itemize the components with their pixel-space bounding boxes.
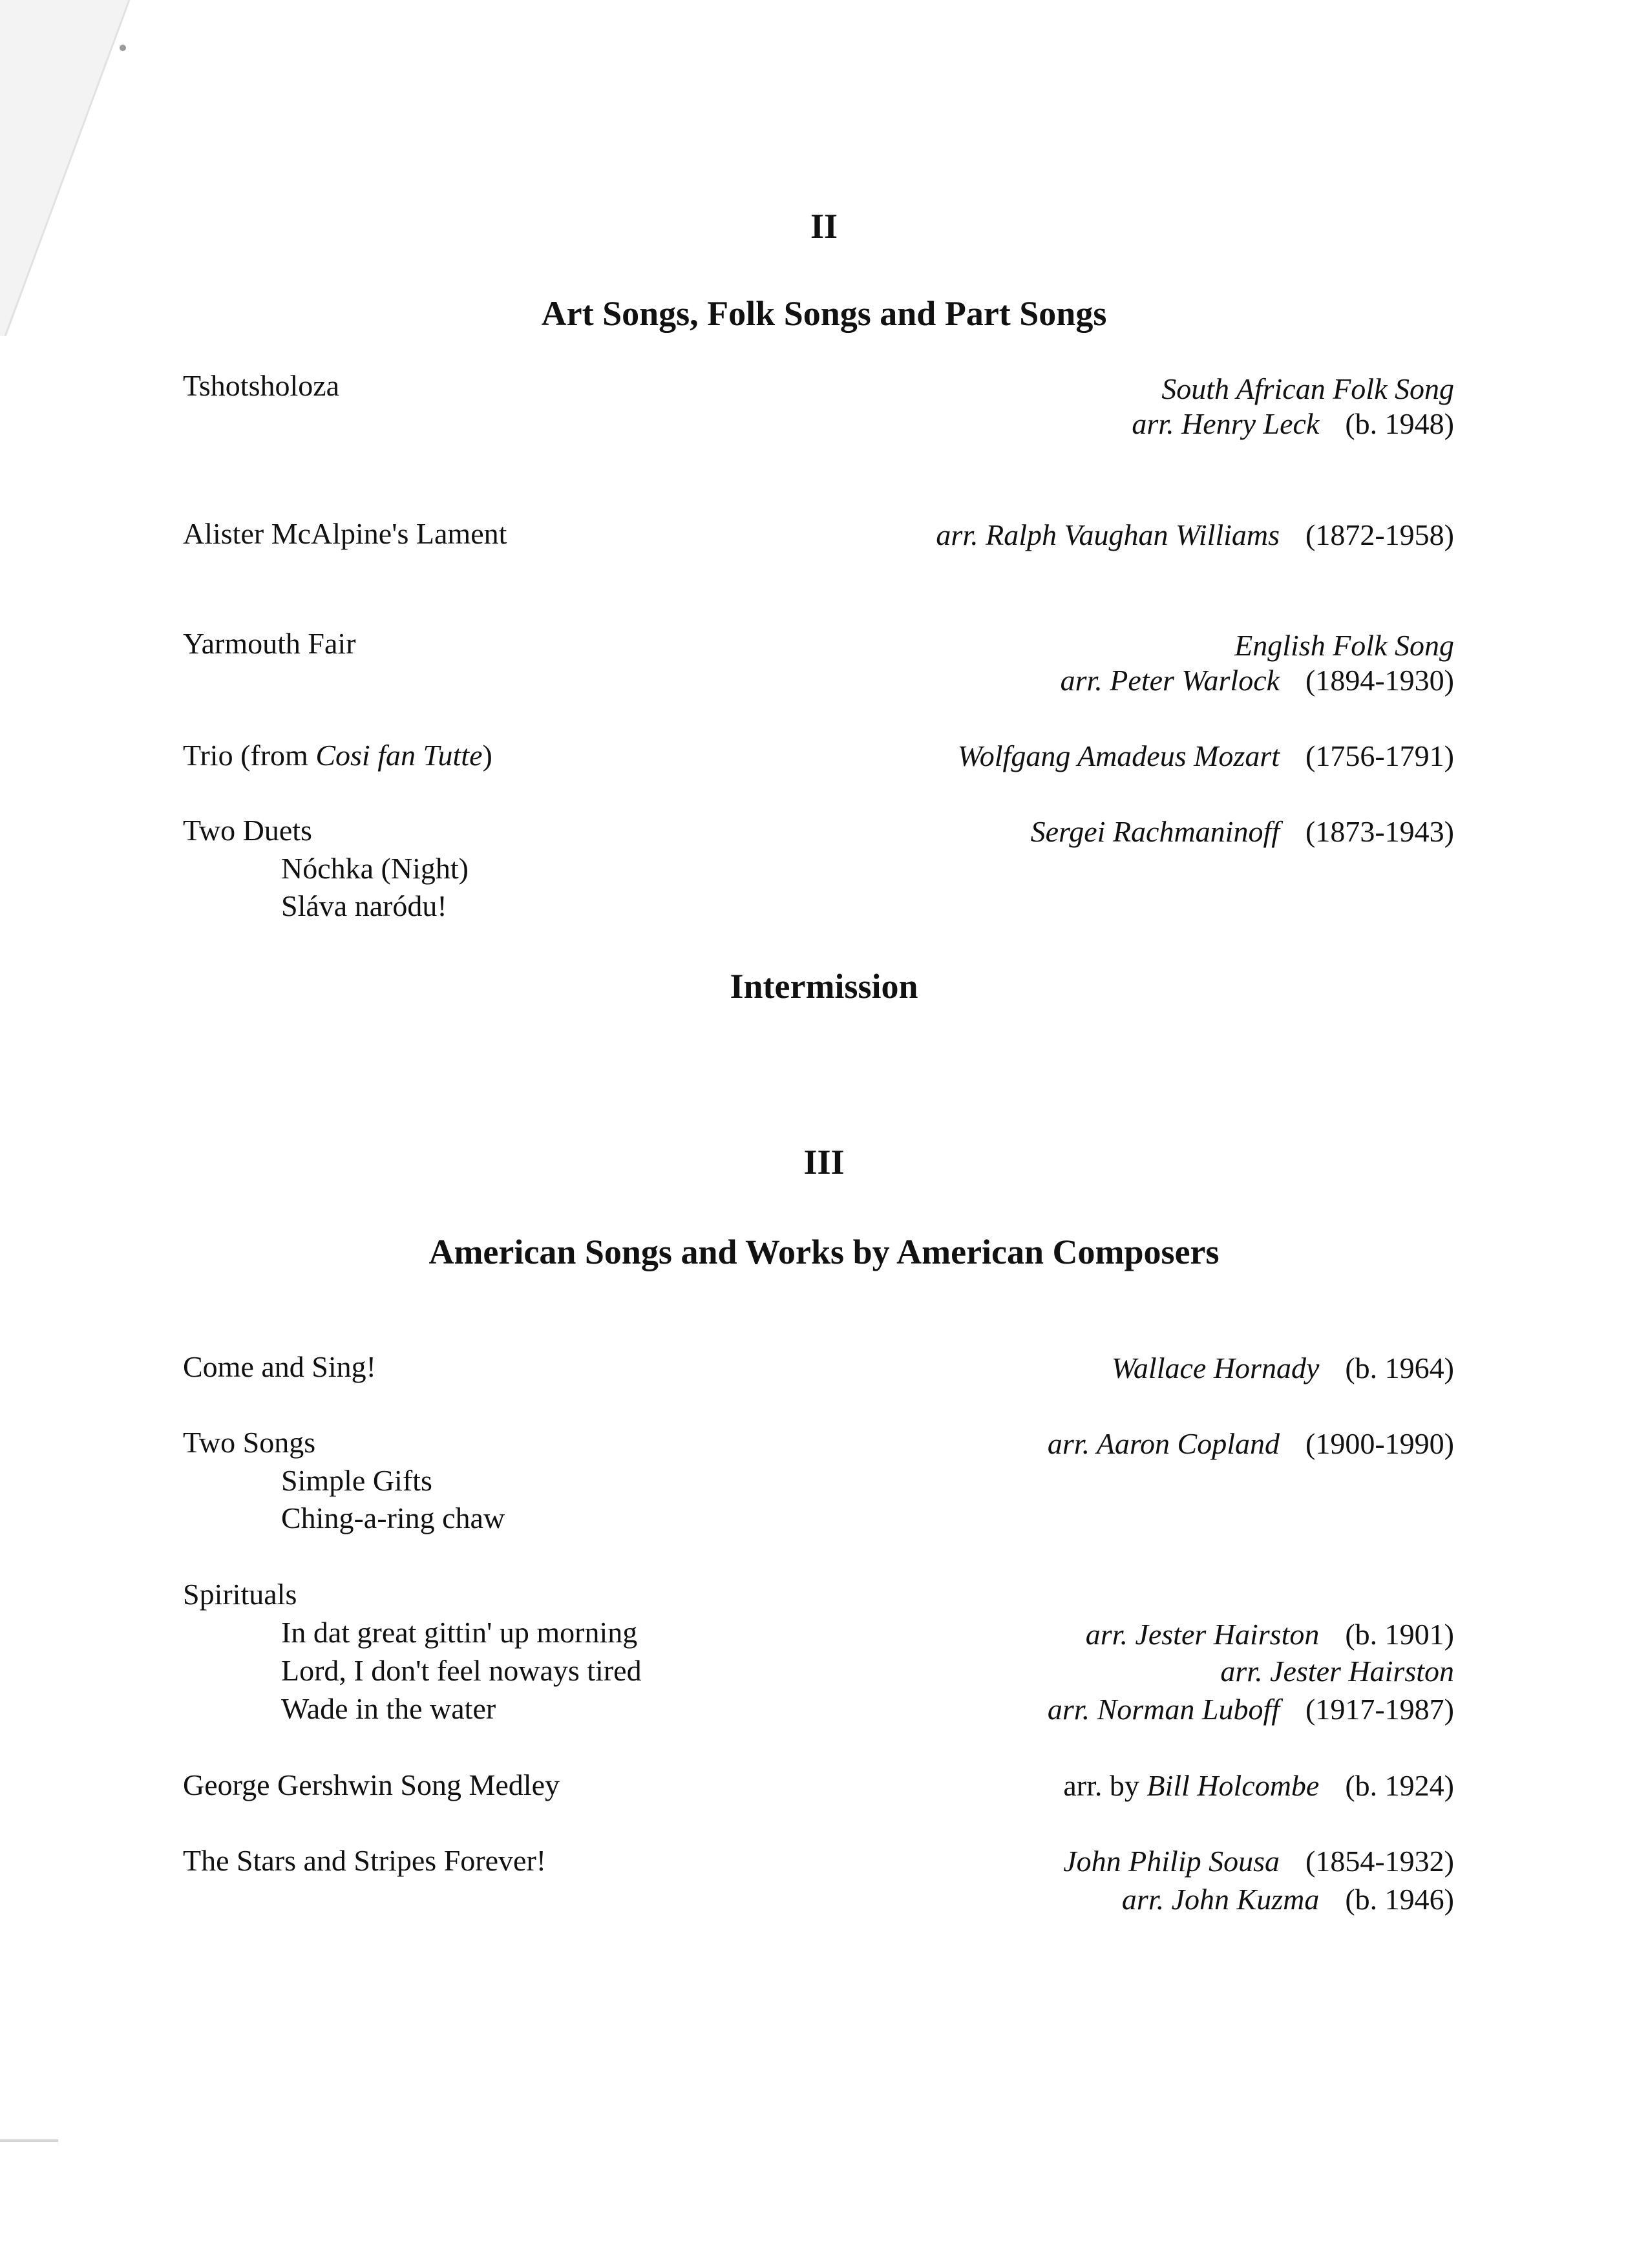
program-item-gershwin-medley: George Gershwin Song Medley <box>183 1768 560 1801</box>
stars-arranger-dates: (b. 1946) <box>1345 1883 1454 1916</box>
trio-composer-dates: (1756-1791) <box>1305 739 1454 772</box>
come-and-sing-credit <box>1112 1350 1454 1387</box>
stars-arranger-credit <box>1122 1881 1454 1918</box>
duets-composer: Sergei Rachmaninoff <box>1030 815 1280 848</box>
duets-composer-dates: (1873-1943) <box>1305 815 1454 848</box>
tshotsholoza-origin: South African Folk Song <box>1161 372 1454 405</box>
two-songs-credit <box>1048 1425 1454 1463</box>
spiritual-3-arranger: arr. Norman Luboff <box>1047 1693 1280 1726</box>
gershwin-arranger-dates: (b. 1924) <box>1345 1769 1454 1802</box>
yarmouth-credit <box>1061 662 1454 699</box>
gershwin-arranger: Bill Holcombe <box>1146 1769 1320 1802</box>
trio-composer: Wolfgang Amadeus Mozart <box>957 739 1280 772</box>
duet-item-slava: Sláva naródu! <box>281 889 447 922</box>
scan-edge-mark <box>0 2139 58 2142</box>
spiritual-1-credit <box>1086 1616 1454 1653</box>
spiritual-1-dates: (b. 1901) <box>1345 1618 1454 1651</box>
section-three-numeral: III <box>803 1143 845 1182</box>
come-and-sing-composer: Wallace Hornady <box>1111 1351 1320 1384</box>
program-item-trio <box>183 737 492 774</box>
lament-credit <box>936 516 1454 554</box>
stars-composer-credit <box>1063 1843 1454 1880</box>
spiritual-2-arranger: arr. Jester Hairston <box>1220 1655 1454 1688</box>
lament-arranger: arr. Ralph Vaughan Williams <box>936 518 1280 551</box>
program-item-tshotsholoza: Tshotsholoza <box>183 369 340 402</box>
tshotsholoza-arranger-dates: (b. 1948) <box>1345 407 1454 440</box>
intermission-heading: Intermission <box>730 967 918 1006</box>
stars-composer-dates: (1854-1932) <box>1305 1845 1454 1878</box>
trio-title-prefix: Trio (from <box>183 739 316 772</box>
yarmouth-origin: English Folk Song <box>1234 629 1454 662</box>
trio-credit <box>958 737 1454 775</box>
lament-arranger-dates: (1872-1958) <box>1305 518 1454 551</box>
tshotsholoza-arranger: arr. Henry Leck <box>1132 407 1320 440</box>
duet-item-nochka: Nóchka (Night) <box>281 852 469 885</box>
gershwin-arranger-prefix: arr. by <box>1063 1769 1147 1802</box>
program-item-stars-and-stripes: The Stars and Stripes Forever! <box>183 1844 547 1877</box>
trio-title-work: Cosi fan Tutte <box>315 739 483 772</box>
duets-credit <box>1031 813 1454 851</box>
spiritual-1-arranger: arr. Jester Hairston <box>1085 1618 1320 1651</box>
trio-title-suffix: ) <box>482 739 492 772</box>
section-two-numeral: II <box>810 207 838 246</box>
spiritual-item-noways-tired: Lord, I don't feel noways tired <box>281 1654 642 1687</box>
two-songs-arranger-dates: (1900-1990) <box>1305 1427 1454 1460</box>
program-item-two-duets: Two Duets <box>183 814 312 847</box>
program-item-lament: Alister McAlpine's Lament <box>183 517 507 550</box>
spiritual-item-wade-in-the-water: Wade in the water <box>281 1692 496 1725</box>
tshotsholoza-credit <box>1132 405 1454 443</box>
program-item-two-songs: Two Songs <box>183 1426 316 1459</box>
program-item-come-and-sing: Come and Sing! <box>183 1350 376 1383</box>
yarmouth-arranger: arr. Peter Warlock <box>1060 664 1280 697</box>
song-item-ching-a-ring: Ching-a-ring chaw <box>281 1501 505 1534</box>
stars-composer: John Philip Sousa <box>1063 1845 1280 1878</box>
yarmouth-arranger-dates: (1894-1930) <box>1305 664 1454 697</box>
spiritual-3-credit <box>1048 1691 1454 1728</box>
two-songs-arranger: arr. Aaron Copland <box>1047 1427 1280 1460</box>
come-and-sing-composer-dates: (b. 1964) <box>1345 1351 1454 1384</box>
stars-arranger: arr. John Kuzma <box>1121 1883 1320 1916</box>
program-item-yarmouth: Yarmouth Fair <box>183 627 356 660</box>
gershwin-credit <box>1063 1767 1454 1805</box>
song-item-simple-gifts: Simple Gifts <box>281 1464 432 1497</box>
spiritual-item-gittin-up: In dat great gittin' up morning <box>281 1616 638 1649</box>
scan-fold-shadow <box>0 0 149 336</box>
program-item-spirituals: Spirituals <box>183 1578 297 1611</box>
section-three-title: American Songs and Works by American Composers <box>428 1233 1220 1271</box>
spiritual-3-dates: (1917-1987) <box>1305 1693 1454 1726</box>
section-two-title: Art Songs, Folk Songs and Part Songs <box>541 294 1107 333</box>
